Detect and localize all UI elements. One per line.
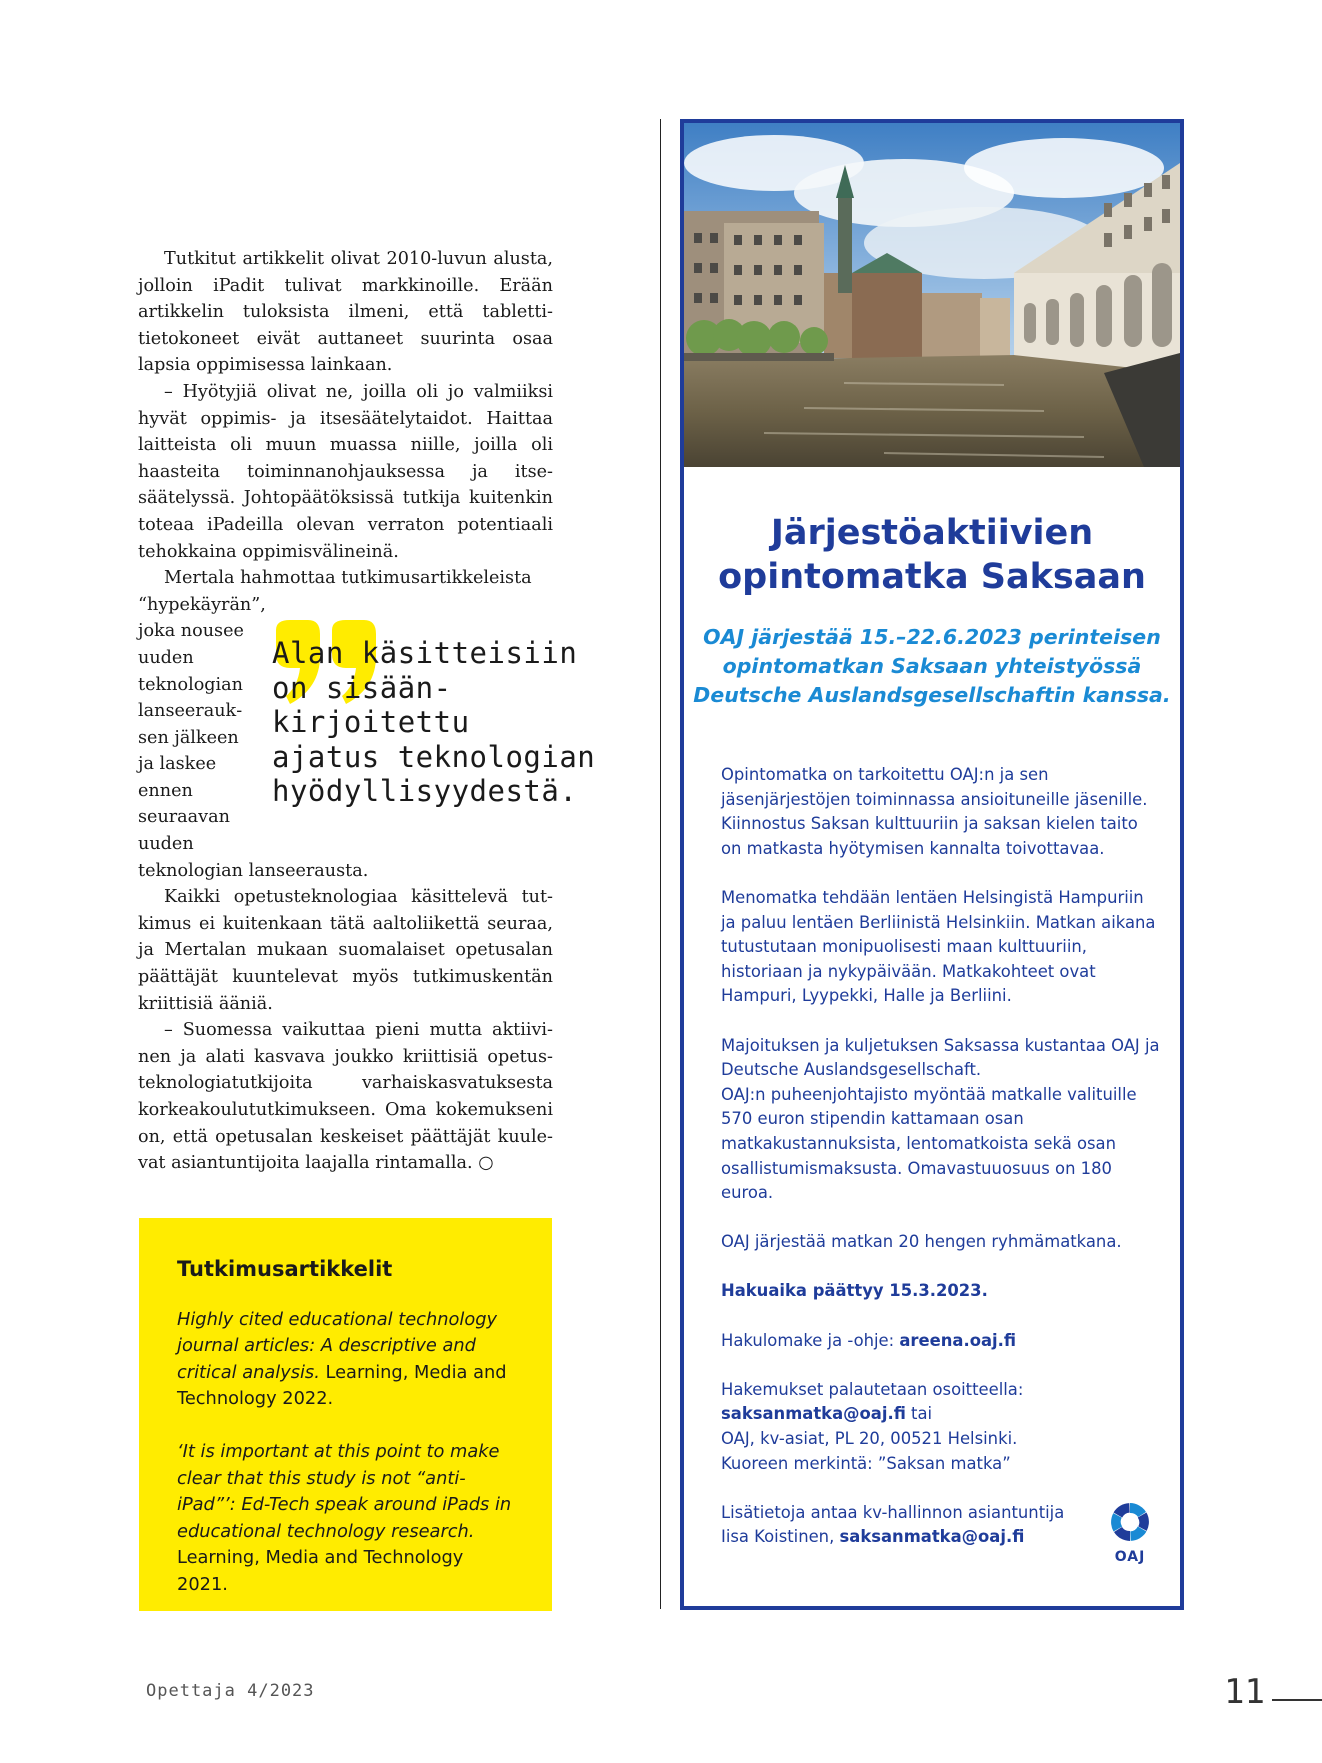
postal-address: OAJ, kv-asiat, PL 20, 00521 Helsinki. [721,1429,1018,1449]
article-paragraph: – Suomessa vaikuttaa pieni mutta aktiivinen ja alati kasvava joukko kriittisiä opetusteknologiatutkijoita varhaiskasvatuksesta korkeakoulututkimukseen. Oma kokemukseni on, että opetusalan keskeiset päättäjät kuulevat asiantuntijoita laajalla rintamalla. ○ [138,1020,553,1174]
advertisement [680,119,1184,1610]
ad-text: tai [905,1404,933,1424]
page-number-rule [1272,1699,1322,1701]
envelope-marking: Kuoreen merkintä: ”Saksan matka” [721,1453,1011,1473]
ad-title-line: Järjestöaktiivien [770,513,1094,553]
ad-text: Majoituksen ja kuljetuksen Saksassa kustantaa OAJ ja Deutsche Auslandsgesellschaft. [721,1035,1160,1080]
column-divider [660,119,661,1609]
ad-paragraph [721,1279,1161,1304]
ad-paragraph: OAJ järjestää matkan 20 hengen ryhmämatkana. [721,1232,1122,1252]
ad-text: Hakemukset palautetaan osoitteella: [721,1379,1024,1399]
contact-name: Iisa Koistinen, [721,1527,840,1547]
article-text-line: teknologian lanseerausta. [138,860,369,881]
oaj-logo [1100,1501,1160,1571]
ad-paragraph: Menomatka tehdään lentäen Helsingistä Hampuriin ja paluu lentäen Berliinistä Helsinkiin. Matkan aikana tutustutaan monipuolisesti maan kulttuuriin, historiaan ja nykypäivään. Matkakohteet ovat Hampuri, Lyypekki, Halle ja Berliini. [721,887,1156,1006]
magazine-issue: Opettaja 4/2023 [146,1681,315,1701]
page-number: 11 [1224,1672,1265,1712]
oaj-logo-text: OAJ [1114,1549,1146,1565]
article-paragraph: Mertala hahmottaa tutkimusartikkeleista [164,568,532,589]
ad-paragraph [721,1378,1161,1476]
application-deadline: Hakuaika päättyy 15.3.2023. [721,1281,988,1301]
reference-item [177,1439,516,1599]
reference-title: ‘It is important at this point to make clear that this study is not “anti-iPad”’: Ed-Tech speak around iPads in educational technology research. [177,1440,512,1542]
oaj-logo-icon [1106,1501,1154,1543]
ad-text: OAJ:n puheenjohtajisto myöntää matkalle valituille 570 euron stipendin kattamaan osan matkakustannuksista, lentomatkoista sekä osan osallistumismaksusta. Omavastuuosuus on 180 euroa. [721,1084,1137,1203]
article-paragraph: Kaikki opetusteknologiaa käsittelevä tutkimus ei kuitenkaan tätä aaltoliikettä seuraa, ja Mertalan mukaan suomalaiset opetusalan päättäjät kuuntelevat myös tutkimuskentän kriittisiä ääniä. [138,887,553,1014]
reference-source: Learning, Media and Technology 2021. [177,1547,464,1595]
ad-text: Lisätietoja antaa kv-hallinnon asiantuntija [721,1502,1065,1522]
ad-body [721,763,1161,1575]
ad-paragraph [721,1034,1161,1206]
pull-quote-text: Alan käsitteisiin on sisään- kirjoitettu ajatus teknologian hyödyllisyydestä. [272,636,596,808]
email-link[interactable]: saksanmatka@oaj.fi [721,1404,906,1424]
reference-title: Highly cited educational technology journal articles: A descriptive and critical analysis. [177,1308,498,1383]
wrapped-text: “hypekäyrän”, joka nousee uuden teknologian lanseerauksen jälkeen ja laskee ennen seuraavan uuden [138,594,266,855]
ad-lead: OAJ järjestää 15.–22.6.2023 perinteisen opintomatkan Saksaan yhteistyössä Deutsche Auslandsgesellschaftin kanssa. [693,625,1171,707]
reference-source: Learning, Media and Technology 2022. [177,1361,507,1410]
reference-item [177,1307,516,1413]
ad-paragraph [721,1329,1161,1354]
ad-paragraph [721,1501,1161,1550]
email-link[interactable]: saksanmatka@oaj.fi [839,1527,1025,1547]
ad-text: Hakulomake ja -ohje: [721,1330,900,1350]
ad-title [684,511,1180,599]
research-box [139,1218,552,1611]
form-link[interactable]: areena.oaj.fi [899,1330,1017,1350]
hamburg-photo [684,123,1180,467]
ad-paragraph: Opintomatka on tarkoitettu OAJ:n ja sen jäsenjärjestöjen toiminnassa ansioituneille jäsenille. Kiinnostus Saksan kulttuuriin ja saksan kielen taito on matkasta hyötymisen kannalta toivottavaa. [721,765,1148,858]
ad-title-line: opintomatka Saksaan [718,557,1146,597]
article-paragraph: – Hyötyjiä olivat ne, joilla oli jo valmiiksi hyvät oppimis- ja itsesäätelytaidot. Haittaa laitteista oli muun muassa niille, joilla oli haasteita toiminnanohjauksessa ja itsesäätelyssä. Johtopäätöksissä tutkija kuitenkin toteaa iPadeilla olevan verraton potentiaali tehokkaina oppimisvälineinä. [138,381,553,562]
pull-quote [272,636,642,809]
research-box-title: Tutkimusartikkelit [177,1257,393,1281]
article-paragraph: Tutkitut artikkelit olivat 2010-luvun alusta, jolloin iPadit tulivat markkinoille. Erään artikkelin tuloksista ilmeni, että tablettitietokoneet eivät auttaneet suurinta osaa lapsia oppimisessa lainkaan. [138,249,553,376]
